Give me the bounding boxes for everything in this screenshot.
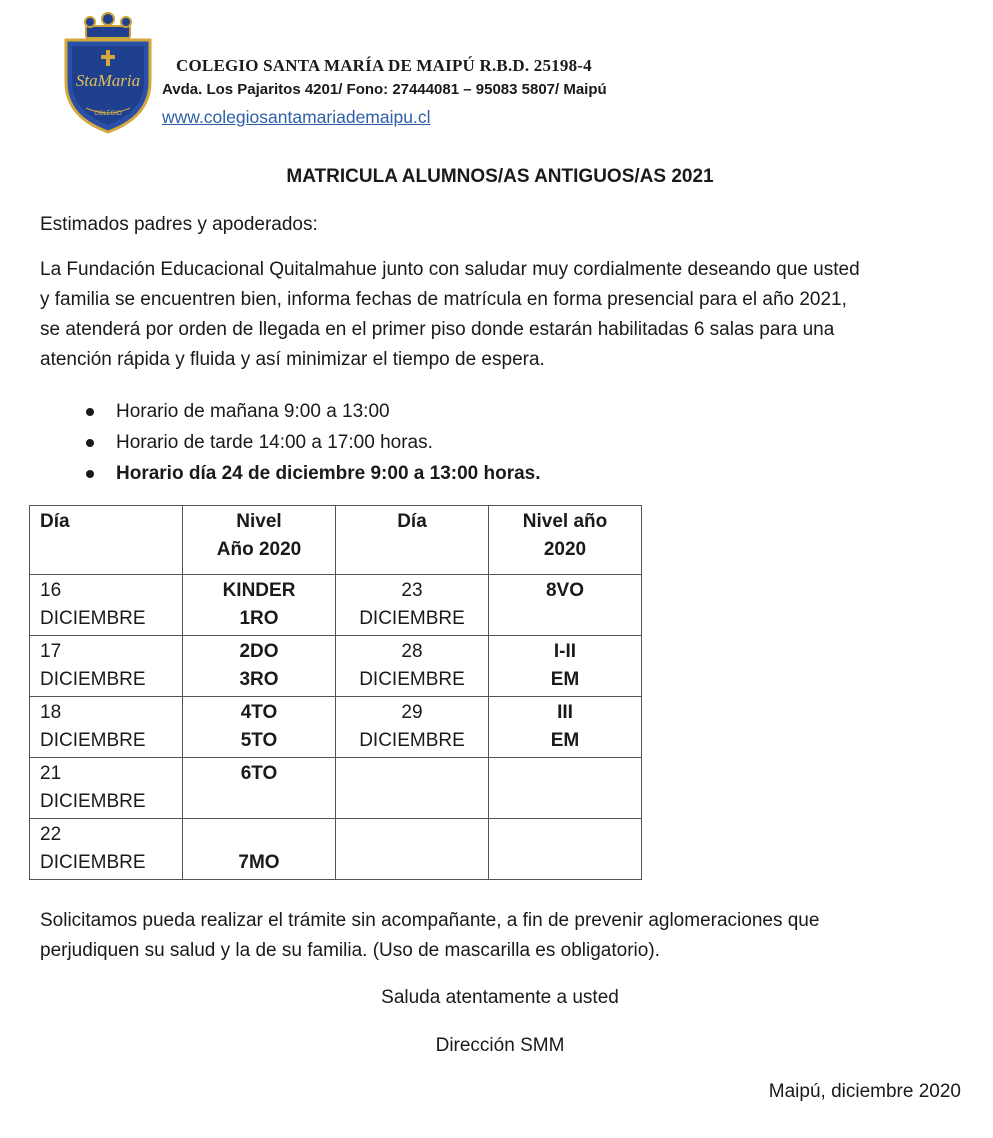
day-cell: 21 DICIEMBRE [30,758,183,819]
level-cell: 6TO [183,758,336,819]
paragraph-line: se atenderá por orden de llegada en el primer piso donde estarán habilitadas 6 salas para una [40,319,835,340]
level-cell: 7MO [183,819,336,880]
day-cell: 28 DICIEMBRE [336,636,489,697]
header-label: Nivel [236,511,282,532]
schedule-item-label: Horario de tarde 14:00 a 17:00 horas. [116,432,433,453]
paragraph-line: perjudiquen su salud y la de su familia. (Uso de mascarilla es obligatorio). [40,940,660,961]
table-row [30,697,642,758]
header-dia-1 [30,506,183,575]
school-name: COLEGIO SANTA MARÍA DE MAIPÚ R.B.D. 25198-4 [176,56,592,75]
day-cell: 29 DICIEMBRE [336,697,489,758]
schedule-item-label: Horario de mañana 9:00 a 13:00 [116,401,390,422]
level-cell: 2DO 3RO [183,636,336,697]
level-cell: 4TO 5TO [183,697,336,758]
header-label: Año 2020 [216,539,302,560]
day-cell: 17 DICIEMBRE [30,636,183,697]
intro-paragraph [40,255,970,375]
header-label: Nivel año [522,511,608,532]
document-title: MATRICULA ALUMNOS/AS ANTIGUOS/AS 2021 [286,166,714,187]
empty-cell [489,819,642,880]
header-label: Día [40,511,70,532]
paragraph-line: y familia se encuentren bien, informa fechas de matrícula en forma presencial para el año 2021, [40,289,847,310]
day-cell: 22 DICIEMBRE [30,819,183,880]
level-cell: III EM [489,697,642,758]
empty-cell [489,758,642,819]
empty-cell [336,819,489,880]
schedule-item-label: Horario día 24 de diciembre 9:00 a 13:00 horas. [116,463,541,484]
closing-paragraph [40,906,960,966]
table-header-row [30,506,642,575]
table-row [30,575,642,636]
paragraph-line: La Fundación Educacional Quitalmahue junto con saludar muy cordialmente deseando que usted [40,259,860,280]
schedule-item-afternoon [86,427,541,458]
day-cell: 16 DICIEMBRE [30,575,183,636]
empty-cell [336,758,489,819]
paragraph-line: atención rápida y fluida y así minimizar el tiempo de espera. [40,349,545,370]
header-nivel-2 [489,506,642,575]
svg-text:StaMaria: StaMaria [75,71,141,90]
school-address: Avda. Los Pajaritos 4201/ Fono: 27444081 – 95083 5807/ Maipú [162,81,607,98]
header-nivel-1 [183,506,336,575]
day-cell: 18 DICIEMBRE [30,697,183,758]
signature: Dirección SMM [435,1035,565,1056]
schedule-list [86,396,541,489]
schedule-item-dec24 [86,458,541,489]
schedule-item-morning [86,396,541,427]
bullet-icon [86,408,94,416]
crown-icon [85,13,131,38]
enrollment-table [29,505,642,880]
table-row [30,636,642,697]
day-cell: 23 DICIEMBRE [336,575,489,636]
table-row [30,758,642,819]
header-dia-2 [336,506,489,575]
level-cell: I-II EM [489,636,642,697]
place-date: Maipú, diciembre 2020 [768,1081,961,1102]
regards-line: Saluda atentamente a usted [381,987,619,1008]
level-cell: 8VO [489,575,642,636]
header-label: Día [397,511,427,532]
bullet-icon [86,470,94,478]
table-row [30,819,642,880]
salutation: Estimados padres y apoderados: [40,214,318,235]
level-cell: KINDER 1RO [183,575,336,636]
paragraph-line: Solicitamos pueda realizar el trámite sin acompañante, a fin de prevenir aglomeraciones que [40,910,820,931]
bullet-icon [86,439,94,447]
svg-text:COLEGIO: COLEGIO [94,111,122,117]
school-website-link[interactable]: www.colegiosantamariademaipu.cl [162,107,431,127]
school-crest-logo [60,12,156,136]
header-label: 2020 [543,539,587,560]
